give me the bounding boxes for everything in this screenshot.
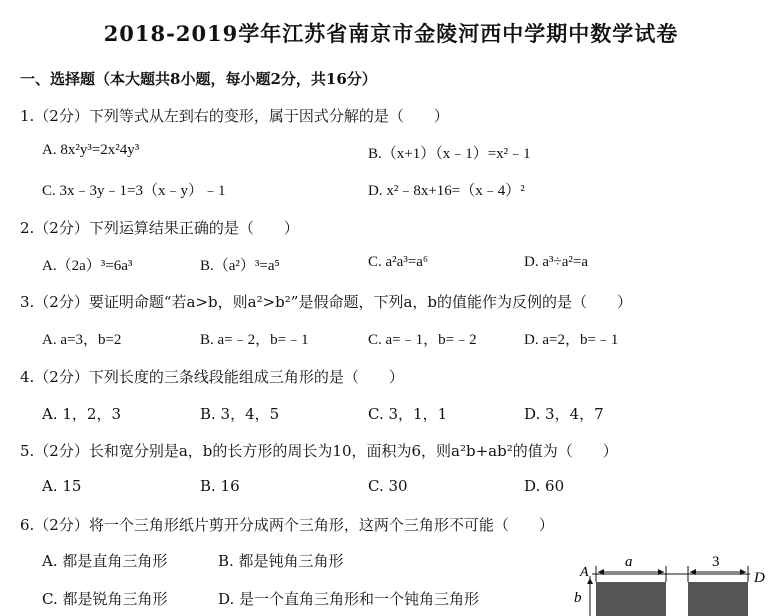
label-a: a [625,554,633,570]
question-1-stem: 1.（2分）下列等式从左到右的变形，属于因式分解的是（ ） [20,107,449,125]
question-2-option-d: D. a³÷a²=a [524,254,588,270]
question-5-option-a: A. 15 [42,477,82,495]
question-2-stem: 2.（2分）下列运算结果正确的是（ ） [20,219,299,237]
question-3-option-a: A. a=3，b=2 [42,332,122,348]
label-b: b [574,590,582,606]
question-2-option-b: B.（a²）³=a⁵ [200,258,280,274]
question-4-option-a: A. 1，2，3 [42,405,121,423]
question-3-option-d: D. a=2，b=﹣1 [524,332,619,348]
question-1-option-c: C. 3x﹣3y﹣1=3（x﹣y）﹣1 [42,183,226,199]
question-2-option-c: C. a²a³=a⁶ [368,254,429,270]
figure-diagram [568,548,782,616]
question-5-option-b: B. 16 [200,477,240,495]
question-3-option-c: C. a=﹣1，b=﹣2 [368,332,477,348]
geometry-figure [568,548,782,616]
question-4-stem: 4.（2分）下列长度的三条线段能组成三角形的是（ ） [20,368,404,386]
question-5-stem: 5.（2分）长和宽分别是a，b的长方形的周长为10，面积为6，则a²b+ab²的值为（ ） [20,442,618,460]
question-2-option-a: A.（2a）³=6a³ [42,258,133,274]
label-A: A [580,565,589,580]
question-4-option-c: C. 3，1，1 [368,405,448,423]
question-4-option-b: B. 3，4，5 [200,405,280,423]
question-6-option-a: A. 都是直角三角形 [42,552,168,570]
question-3-stem: 3.（2分）要证明命题“若a>b，则a²>b²”是假命题，下列a，b的值能作为反例的是（ ） [20,293,632,311]
question-5-option-c: C. 30 [368,477,408,495]
page-title: 2018-2019学年江苏省南京市金陵河西中学期中数学试卷 [103,21,679,46]
question-6-option-c: C. 都是锐角三角形 [42,590,168,608]
label-3: 3 [712,554,720,570]
left-shaded-rect [596,582,666,616]
question-6-option-b: B. 都是钝角三角形 [218,552,344,570]
question-1-option-a: A. 8x²y³=2x²4y³ [42,142,140,158]
question-1-option-b: B.（x+1）（x﹣1）=x²﹣1 [368,146,531,162]
label-D: D [754,570,765,586]
question-6-option-d: D. 是一个直角三角形和一个钝角三角形 [218,590,480,608]
question-6-stem: 6.（2分）将一个三角形纸片剪开分成两个三角形，这两个三角形不可能（ ） [20,516,554,534]
question-3-option-b: B. a=﹣2，b=﹣1 [200,332,309,348]
question-5-option-d: D. 60 [524,477,565,495]
question-1-option-d: D. x²﹣8x+16=（x﹣4）² [368,183,525,199]
right-shaded-rect [688,582,748,616]
section-heading: 一、选择题（本大题共8小题，每小题2分，共16分） [20,70,377,88]
question-4-option-d: D. 3，4，7 [524,405,604,423]
